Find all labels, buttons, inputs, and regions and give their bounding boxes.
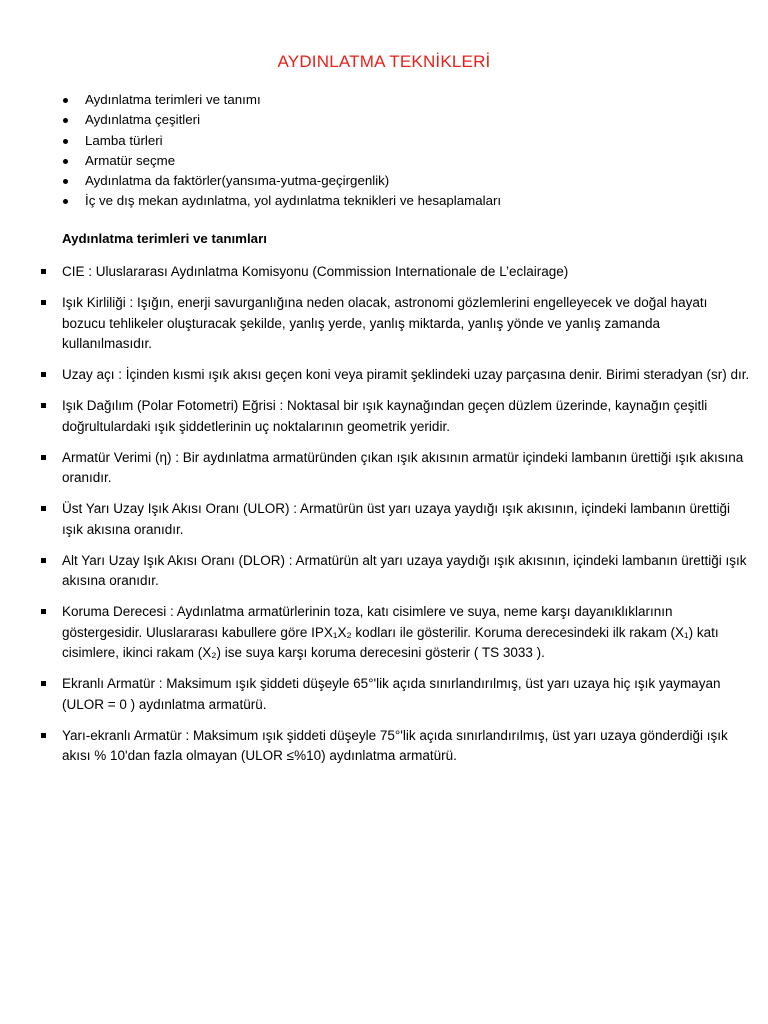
- term-item: [38, 293, 750, 355]
- bullet-square-icon: [41, 609, 46, 614]
- bullet-square-icon: [41, 300, 46, 305]
- bullet-square-icon: [41, 455, 46, 460]
- term-text: Armatür Verimi (η) : Bir aydınlatma armatüründen çıkan ışık akısının armatür içindeki lambanın ürettiği ışık akısına oranıdır.: [62, 449, 744, 485]
- section-heading: Aydınlatma terimleri ve tanımları: [62, 231, 267, 246]
- bullet-square-icon: [41, 506, 46, 511]
- bullet-square-icon: [41, 403, 46, 408]
- bullet-dot-icon: [63, 159, 68, 164]
- bullet-dot-icon: [63, 139, 68, 144]
- topic-text: Lamba türleri: [85, 132, 163, 148]
- bullet-dot-icon: [63, 118, 68, 123]
- topic-item: [60, 90, 501, 110]
- bullet-dot-icon: [63, 179, 68, 184]
- topic-item: [60, 131, 501, 151]
- topic-item: [60, 171, 501, 191]
- term-item: [38, 499, 750, 540]
- topic-text: İç ve dış mekan aydınlatma, yol aydınlatma teknikleri ve hesaplamaları: [85, 193, 502, 209]
- topic-item: [60, 191, 501, 211]
- topic-text: Aydınlatma terimleri ve tanımı: [85, 92, 261, 107]
- term-item: [38, 262, 750, 283]
- topic-text: Armatür seçme: [85, 152, 176, 168]
- document-title: AYDINLATMA TEKNİKLERİ: [277, 52, 491, 71]
- term-item: [38, 674, 750, 715]
- topic-item: [60, 110, 501, 130]
- term-text: Üst Yarı Uzay Işık Akısı Oranı (ULOR) : Armatürün üst yarı uzaya yaydığı ışık akısının, içindeki lambanın ürettiği ışık akısına oranıdır.: [62, 501, 731, 537]
- term-item: [38, 551, 750, 592]
- bullet-square-icon: [41, 269, 46, 274]
- topic-text: Aydınlatma çeşitleri: [85, 112, 201, 128]
- term-item: [38, 602, 750, 664]
- topics-list: [60, 90, 501, 212]
- term-text: Işık Kirliliği : Işığın, enerji savurganlığına neden olacak, astronomi gözlemlerini engelleyecek ve doğal hayatı bozucu tehlikeler oluşturacak şekilde, yanlış yerde, yanlış miktarda, yanlış yönde ve yanlış zamanda kullanılmasıdır.: [62, 295, 708, 351]
- term-text: Yarı-ekranlı Armatür : Maksimum ışık şiddeti düşeyle 75°'lik açıda sınırlandırılmış, üst yarı uzaya gönderdiği ışık akısı % 10'dan fazla olmayan (ULOR ≤%10) aydınlatma armatürü.: [62, 727, 728, 763]
- terms-list: [38, 262, 750, 777]
- term-item: [38, 365, 750, 386]
- term-text: Koruma Derecesi : Aydınlatma armatürlerinin toza, katı cisimlere ve suya, neme karşı dayanıklıklarının göstergesidir. Uluslararası kabullere göre IPX₁X₂ kodları ile gösterilir. Koruma derecesindeki ilk rakam (X₁) katı cisimlere, ikinci rakam (X₂) ise suya karşı koruma derecesini gösterir ( TS 3033 ).: [62, 604, 719, 660]
- topic-text: Aydınlatma da faktörler(yansıma-yutma-geçirgenlik): [85, 173, 390, 189]
- bullet-square-icon: [41, 558, 46, 563]
- term-text: Uzay açı : İçinden kısmi ışık akısı geçen koni veya piramit şeklindeki uzay parçasına denir. Birimi steradyan (sr) dır.: [62, 367, 750, 382]
- term-item: [38, 396, 750, 437]
- bullet-dot-icon: [63, 199, 68, 204]
- term-text: Işık Dağılım (Polar Fotometri) Eğrisi : Noktasal bir ışık kaynağından geçen düzlem üzerinde, kaynağın çeşitli doğrultulardaki ışık şiddetlerinin uç noktalarının geometrik yeridir.: [62, 398, 708, 434]
- term-item: [38, 448, 750, 489]
- topic-item: [60, 151, 501, 171]
- term-text: Ekranlı Armatür : Maksimum ışık şiddeti düşeyle 65°'lik açıda sınırlandırılmış, üst yarı uzaya hiç ışık yaymayan (ULOR = 0 ) aydınlatma armatürü.: [62, 676, 721, 712]
- bullet-square-icon: [41, 681, 46, 686]
- bullet-square-icon: [41, 372, 46, 377]
- term-text: CIE : Uluslararası Aydınlatma Komisyonu (Commission Internationale de L’eclairage): [62, 264, 569, 279]
- term-text: Alt Yarı Uzay Işık Akısı Oranı (DLOR) : Armatürün alt yarı uzaya yaydığı ışık akısının, içindeki lambanın ürettiği ışık akısına oranıdır.: [62, 552, 747, 588]
- bullet-dot-icon: [63, 98, 68, 103]
- term-item: [38, 726, 750, 767]
- bullet-square-icon: [41, 733, 46, 738]
